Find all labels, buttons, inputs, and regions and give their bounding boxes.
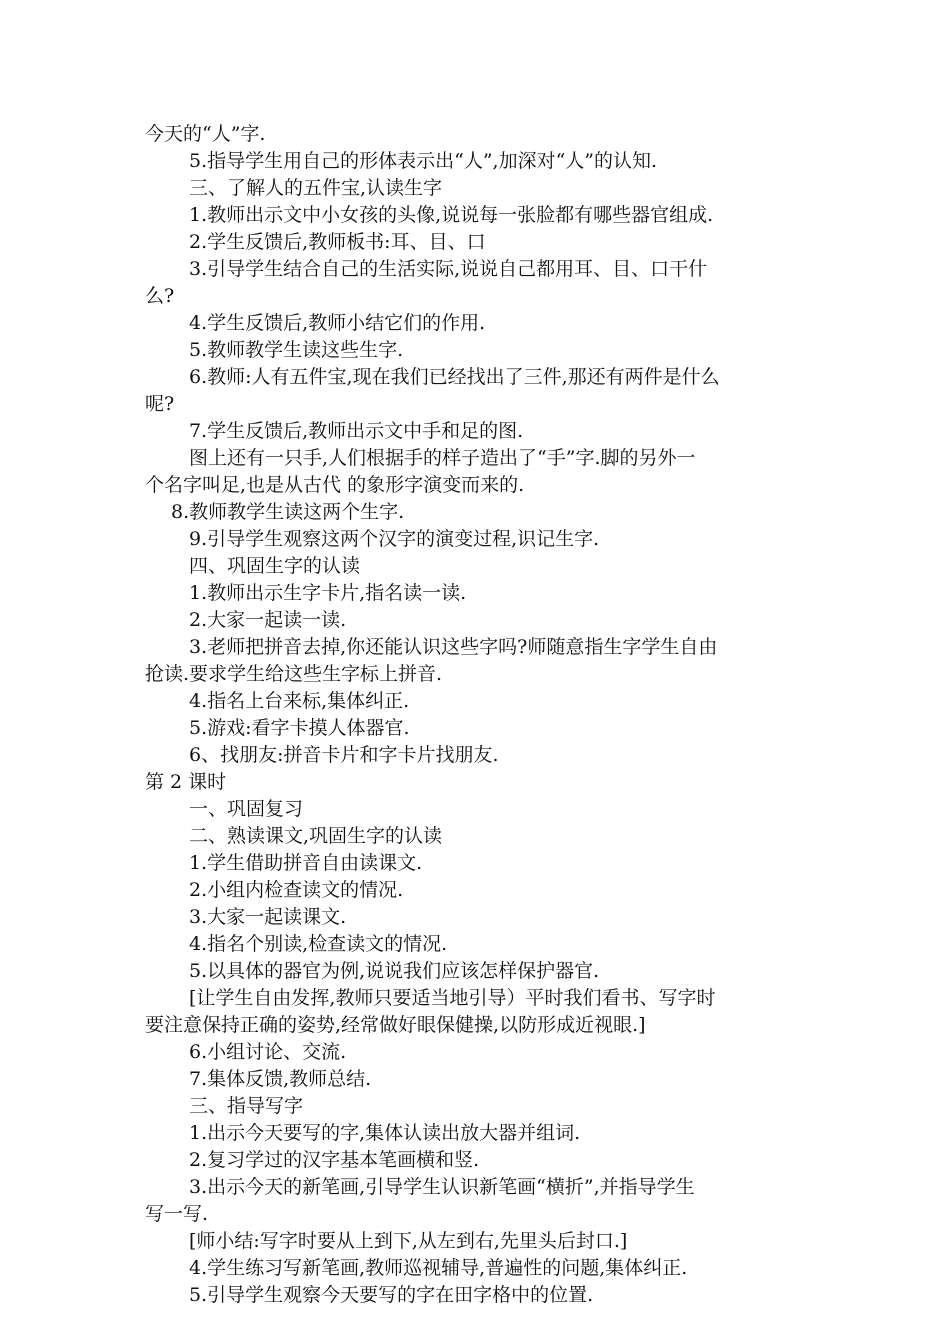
- text-line: 5.教师教学生读这些生字.: [189, 339, 404, 361]
- text-line: 5.指导学生用自己的形体表示出“人”,加深对“人”的认知.: [189, 150, 658, 172]
- text-line: 6.小组讨论、交流.: [189, 1041, 347, 1063]
- text-line: 1.出示今天要写的字,集体认读出放大器并组词.: [189, 1122, 581, 1144]
- text-line: 5.引导学生观察今天要写的字在田字格中的位置.: [189, 1284, 594, 1306]
- text-line: 6、找朋友:拼音卡片和字卡片找朋友.: [189, 744, 499, 766]
- text-line: 7.集体反馈,教师总结.: [189, 1068, 372, 1090]
- text-line: 个名字叫足,也是从古代 的象形字演变而来的.: [145, 474, 525, 496]
- text-line: 四、巩固生字的认读: [189, 555, 361, 577]
- text-line: 一、巩固复习: [189, 798, 304, 820]
- text-line: 2.大家一起读一读.: [189, 609, 347, 631]
- text-line: 今天的“人”字.: [145, 123, 266, 145]
- text-line: 要注意保持正确的姿势,经常做好眼保健操,以防形成近视眼.]: [145, 1014, 646, 1036]
- text-line: 呢?: [145, 393, 175, 415]
- text-line: 5.以具体的器官为例,说说我们应该怎样保护器官.: [189, 960, 600, 982]
- text-line: 2.复习学过的汉字基本笔画横和竖.: [189, 1149, 480, 1171]
- text-line: 7.学生反馈后,教师出示文中手和足的图.: [189, 420, 524, 442]
- text-line: 4.学生练习写新笔画,教师巡视辅导,普遍性的问题,集体纠正.: [189, 1257, 688, 1279]
- text-line: 9.引导学生观察这两个汉字的演变过程,识记生字.: [189, 528, 600, 550]
- text-line: 1.学生借助拼音自由读课文.: [189, 852, 423, 874]
- text-line: 4.指名个别读,检查读文的情况.: [189, 933, 448, 955]
- text-line: 5.游戏:看字卡摸人体器官.: [189, 717, 410, 739]
- text-line: 3.出示今天的新笔画,引导学生认识新笔画“横折”,并指导学生: [189, 1176, 695, 1198]
- text-line: 1.教师出示生字卡片,指名读一读.: [189, 582, 467, 604]
- text-line: [师小结:写字时要从上到下,从左到右,先里头后封口.]: [189, 1230, 628, 1252]
- text-line: 二、熟读课文,巩固生字的认读: [189, 825, 443, 847]
- text-line: [让学生自由发挥,教师只要适当地引导）平时我们看书、写字时: [189, 987, 716, 1009]
- text-line: 抢读.要求学生给这些生字标上拼音.: [145, 663, 443, 685]
- document-body: [145, 121, 817, 1309]
- text-line: 4.学生反馈后,教师小结它们的作用.: [189, 312, 486, 334]
- text-line: 4.指名上台来标,集体纠正.: [189, 690, 410, 712]
- text-line: 3.引导学生结合自己的生活实际,说说自己都用耳、目、口干什: [189, 258, 708, 280]
- text-line: 6.教师:人有五件宝,现在我们已经找出了三件,那还有两件是什么: [189, 366, 720, 388]
- text-line: 3.老师把拼音去掉,你还能认识这些字吗?师随意指生字学生自由: [189, 636, 718, 658]
- text-line: 图上还有一只手,人们根据手的样子造出了“手”字.脚的另外一: [189, 447, 696, 469]
- text-line: 2.小组内检查读文的情况.: [189, 879, 404, 901]
- text-line: 写一写.: [145, 1203, 209, 1225]
- text-line: 1.教师出示文中小女孩的头像,说说每一张脸都有哪些器官组成.: [189, 204, 714, 226]
- text-line: 3.大家一起读课文.: [189, 906, 347, 928]
- text-line: 三、指导写字: [189, 1095, 304, 1117]
- text-line: 么?: [145, 285, 175, 307]
- text-line: 三、了解人的五件宝,认读生字: [189, 177, 443, 199]
- text-line: 第 2 课时: [145, 771, 227, 793]
- text-line: 2.学生反馈后,教师板书:耳、目、口: [189, 231, 486, 253]
- text-line: 8.教师教学生读这两个生字.: [171, 501, 405, 523]
